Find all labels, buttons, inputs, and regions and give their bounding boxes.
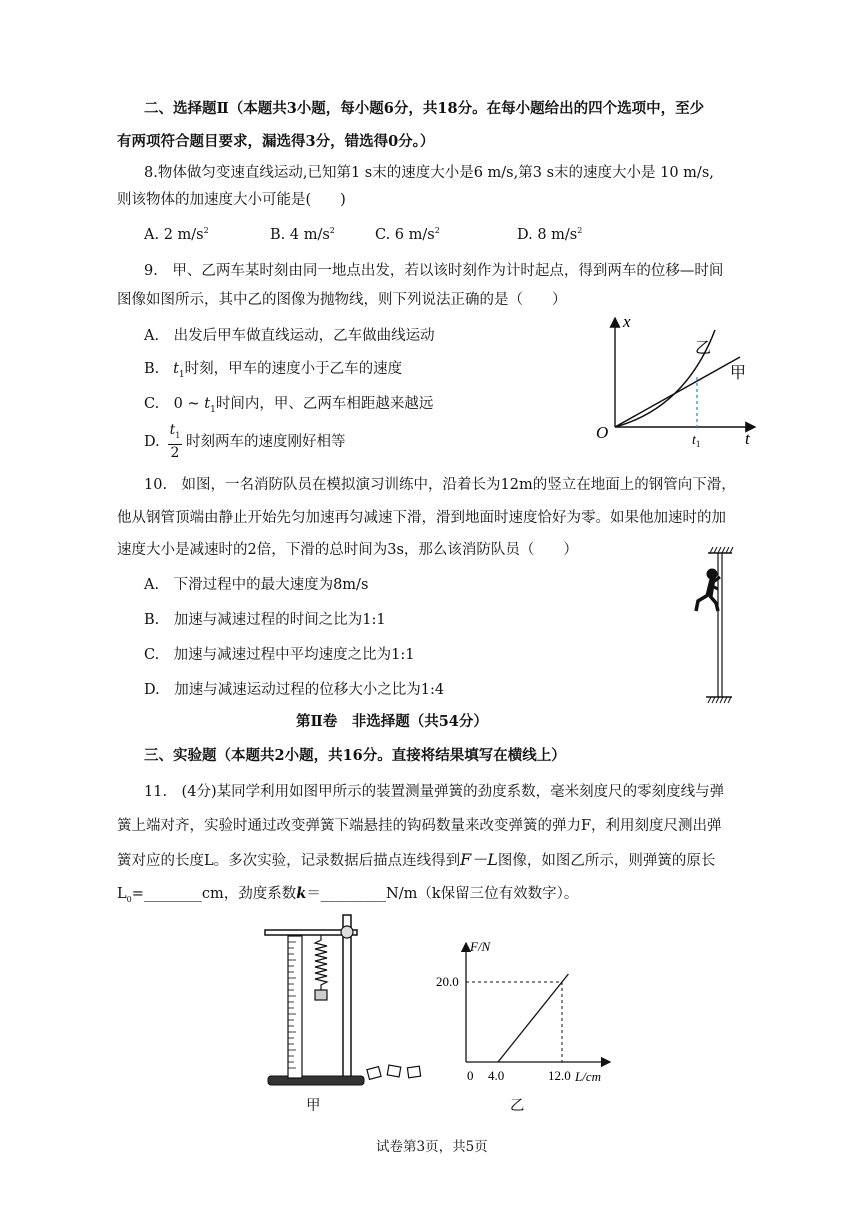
q9-series-jia-label: 甲 xyxy=(730,365,747,382)
section2-heading-line1: 二、选择题Ⅱ（本题共3小题，每小题6分，共18分。在每小题给出的四个选项中，至少 xyxy=(144,100,705,117)
q11-line2: 簧上端对齐，实验时通过改变弹簧下端悬挂的钩码数量来改变弹簧的弹力F，利用刻度尺测出弹 xyxy=(117,818,722,834)
fl-x-tick-label: 4.0 xyxy=(488,1068,505,1083)
q8-stem-line2: 则该物体的加速度大小可能是( ) xyxy=(117,192,346,208)
q8-option-b: B. 4 $m/s^2$ xyxy=(270,226,335,243)
fl-series-line xyxy=(498,974,568,1062)
q10-option-b: B. 加速与减速过程的时间之比为1:1 xyxy=(144,612,386,628)
q9-origin-label: O xyxy=(596,423,609,442)
fl-x-tick-label: 12.0 xyxy=(548,1068,571,1083)
q11-fig-yi-chart xyxy=(430,935,620,1085)
q9-stem-line1: 9. 甲、乙两车某时刻由同一地点出发，若以该时刻作为计时起点，得到两车的位移—时间 xyxy=(144,263,724,279)
q11-line1: 11. (4分)某同学利用如图甲所示的装置测量弹簧的劲度系数，毫米刻度尺的零刻度线与弹 xyxy=(144,784,725,800)
q10-option-c: C. 加速与减速过程中平均速度之比为1:1 xyxy=(144,647,415,663)
page-footer: 试卷第3页，共5页 xyxy=(376,1139,488,1155)
fl-y-axis-label: F/N xyxy=(470,939,491,954)
q8-option-c: C. 6 $m/s^2$ xyxy=(375,226,440,243)
q9-option-c: C. 0 ~ $t_1$时间内，甲、乙两车相距越来越远 xyxy=(144,396,434,415)
spring xyxy=(315,935,327,990)
q9-x-label: x xyxy=(623,312,631,331)
q10-pole-figure xyxy=(690,545,740,710)
q9-series-yi-label: 乙 xyxy=(695,340,712,357)
q9-option-a: A. 出发后甲车做直线运动，乙车做曲线运动 xyxy=(144,328,435,344)
q8-option-a: A. 2 $m/s^2$ xyxy=(144,226,209,243)
fl-x-axis-label: L/cm xyxy=(575,1069,601,1084)
hook-weight xyxy=(315,990,327,1000)
q9-t-label: t xyxy=(745,429,750,448)
q8-option-d: D. 8 $m/s^2$ xyxy=(517,226,583,243)
section3-heading: 三、实验题（本题共2小题，共16分。直接将结果填写在横线上） xyxy=(144,747,566,764)
q11-line4: $L_0=\_\_\_\_\_\_\_\_cm$，劲度系数k＝_________N/m（k保留三位有效数字）。 xyxy=(117,885,579,904)
firefighter-silhouette xyxy=(696,569,720,611)
q10-option-d: D. 加速与减速运动过程的位移大小之比为1:4 xyxy=(144,682,445,698)
spare-weights xyxy=(367,1065,421,1079)
fl-y-tick-label: 20.0 xyxy=(436,974,459,989)
q8-stem-line1: 8.物体做匀变速直线运动,已知第1 s末的速度大小是6 m/s,第3 s末的速度大小是 10 m/s, xyxy=(144,165,714,181)
fl-origin-label: 0 xyxy=(467,1068,474,1083)
part2-title: 第Ⅱ卷 非选择题（共54分） xyxy=(296,713,488,730)
q10-stem-line1: 10. 如图，一名消防队员在模拟演习训练中，沿着长为12m的竖立在地面上的钢管向下滑， xyxy=(144,477,736,493)
q9-option-d-text: 时刻两车的速度刚好相等 xyxy=(186,434,346,450)
q9-option-d-prefix: D. xyxy=(144,434,160,450)
q9-line-jia xyxy=(615,357,740,427)
q11-line3: 簧对应的长度L。多次实验，记录数据后描点连线得到F－L图像，如图乙所示，则弹簧的原长 xyxy=(117,850,716,869)
q10-stem-line2: 他从钢管顶端由静止开始先匀加速再匀减速下滑，滑到地面时速度恰好为零。如果他加速时的加 xyxy=(117,510,726,526)
q11-fig-yi-caption: 乙 xyxy=(510,1098,525,1114)
q9-option-b: B. $t_1$时刻，甲车的速度小于乙车的速度 xyxy=(144,361,403,380)
q9-xt-graph xyxy=(590,310,765,450)
q9-option-d-fraction: $t_1$ 2 xyxy=(169,422,181,461)
q11-fig-jia-caption: 甲 xyxy=(306,1098,321,1114)
q10-stem-line3: 速度大小是减速时的2倍，下滑的总时间为3s，那么该消防队员（ ） xyxy=(117,542,578,558)
section2-heading-line2: 有两项符合题目要求，漏选得3分，错选得0分。） xyxy=(117,133,435,150)
q9-t1-label: $t_1$ xyxy=(692,433,701,449)
q9-stem-line2: 图像如图所示，其中乙的图像为抛物线，则下列说法正确的是（ ） xyxy=(117,292,567,308)
q11-fig-jia-apparatus xyxy=(260,910,430,1095)
q10-option-a: A. 下滑过程中的最大速度为8m/s xyxy=(144,577,369,593)
